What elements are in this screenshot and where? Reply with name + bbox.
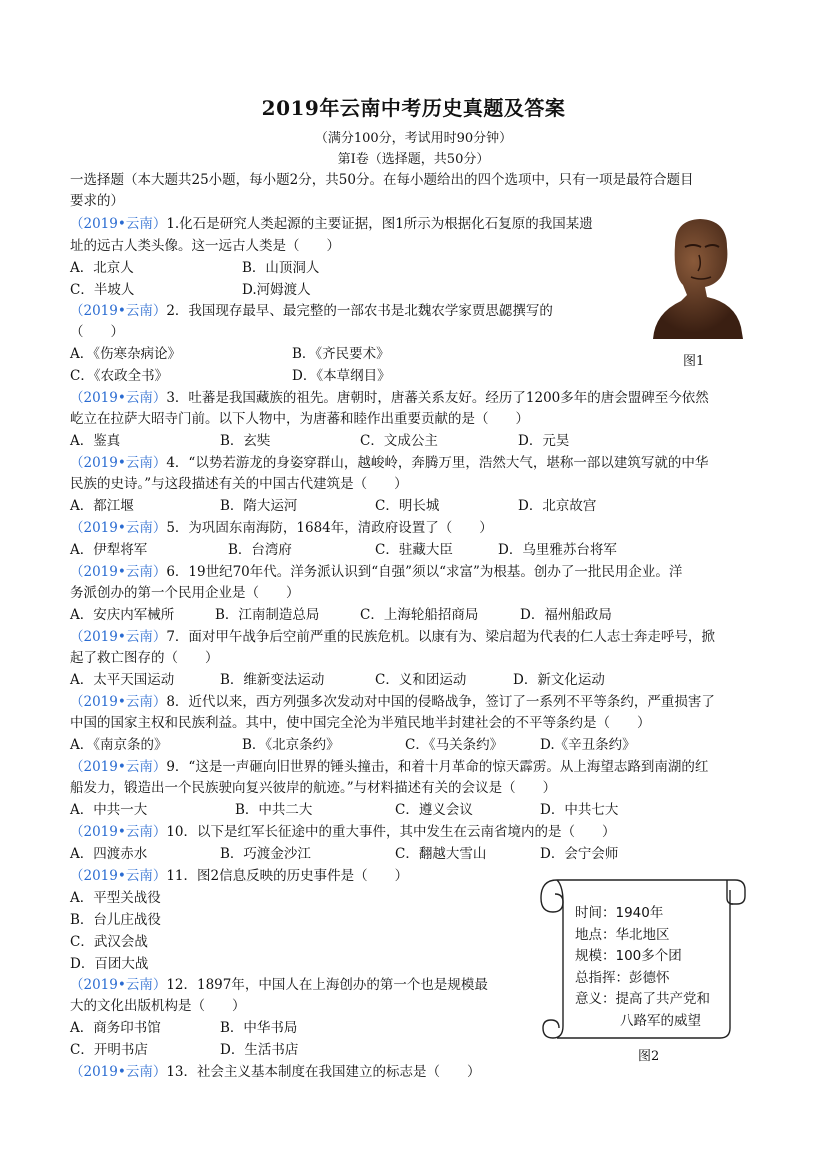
option-d[interactable]: D.《辛丑条约》: [540, 737, 636, 753]
option-b[interactable]: B．山顶洞人: [242, 260, 320, 276]
option-a[interactable]: A．伊犁将军: [70, 542, 148, 558]
question-1-line2: 址的远古人类头像。这一远古人类是（ ）: [70, 238, 340, 254]
option-d[interactable]: D．《本草纲目》: [292, 368, 391, 384]
instructions-line2: 要求的）: [70, 193, 124, 209]
ancient-human-bust-icon: [645, 215, 750, 340]
option-b[interactable]: B．隋大运河: [220, 498, 298, 514]
option-b[interactable]: B．玄奘: [220, 433, 271, 449]
option-b[interactable]: B．维新变法运动: [220, 672, 325, 688]
option-a[interactable]: A．都江堰: [70, 498, 134, 514]
question-3-line1: （2019•云南）3．吐蕃是我国藏族的祖先。唐朝时，唐蕃关系友好。经历了1200多年的唐会盟碑至今依然: [70, 390, 709, 406]
question-4-line1: （2019•云南）4．“以势若游龙的身姿穿群山，越峻岭，奔腾万里，浩然大气，堪称一部以建筑写就的中华: [70, 455, 709, 471]
question-2-line1: （2019•云南）2．我国现存最早、最完整的一部农书是北魏农学家贾思勰撰写的: [70, 303, 553, 319]
question-9-line2: 船发力，锻造出一个民族驶向复兴彼岸的航迹。”与材料描述有关的会议是（ ）: [70, 780, 557, 796]
question-4-line2: 民族的史诗。”与这段描述有关的中国古代建筑是（ ）: [70, 476, 408, 492]
option-c[interactable]: C．遵义会议: [395, 802, 473, 818]
score-info: （满分100分，考试用时90分钟）: [314, 131, 513, 146]
option-a[interactable]: A．中共一大: [70, 802, 148, 818]
instructions-line1: 一选择题（本大题共25小题，每小题2分，共50分。在每小题给出的四个选项中，只有一项是最符合题目: [70, 172, 694, 188]
question-10-line1: （2019•云南）10．以下是红军长征途中的重大事件，其中发生在云南省境内的是（ ）: [70, 824, 616, 840]
option-a[interactable]: A．太平天国运动: [70, 672, 175, 688]
figure2-place: 地点：华北地区: [575, 926, 670, 943]
option-c[interactable]: C．翻越大雪山: [395, 846, 487, 862]
option-d[interactable]: D．会宁会师: [540, 846, 619, 862]
option-d[interactable]: D．乌里雅苏台将军: [498, 542, 617, 558]
option-a[interactable]: A．《南京条的》: [70, 737, 168, 753]
figure2-scale: 规模：100多个团: [575, 948, 682, 964]
option-d[interactable]: D．中共七大: [540, 802, 619, 818]
option-b[interactable]: B．《齐民要术》: [292, 346, 390, 362]
option-c[interactable]: C．文成公主: [360, 433, 438, 449]
option-c[interactable]: C．义和团运动: [375, 672, 467, 688]
option-b[interactable]: B．台儿庄战役: [70, 912, 161, 928]
question-6-line1: （2019•云南）6．19世纪70年代。洋务派认识到“自强”须以“求富”为根基。创办了一批民用企业。洋: [70, 564, 683, 580]
figure2-time: 时间：1940年: [575, 905, 664, 921]
question-3-line2: 屹立在拉萨大昭寺门前。以下人物中，为唐蕃和睦作出重要贡献的是（ ）: [70, 411, 529, 427]
question-6-line2: 务派创办的第一个民用企业是（ ）: [70, 585, 300, 601]
option-d[interactable]: D.河姆渡人: [242, 282, 311, 298]
option-c[interactable]: C．武汉会战: [70, 934, 148, 950]
option-c[interactable]: C．驻藏大臣: [375, 542, 453, 558]
question-8-line2: 中国的国家主权和民族利益。其中，使中国完全沦为半殖民地半封建社会的不平等条约是（ ）: [70, 715, 651, 731]
option-d[interactable]: D．百团大战: [70, 956, 149, 972]
option-b[interactable]: B．巧渡金沙江: [220, 846, 311, 862]
option-d[interactable]: D．生活书店: [220, 1042, 299, 1058]
question-11-line1: （2019•云南）11．图2信息反映的历史事件是（ ）: [70, 868, 409, 884]
option-a[interactable]: A．鉴真: [70, 433, 121, 449]
question-7-line1: （2019•云南）7．面对甲午战争后空前严重的民族危机。以康有为、梁启超为代表的仁人志士奔走呼号，掀: [70, 629, 715, 645]
question-9-line1: （2019•云南）9．“这是一声砸向旧世界的锤头撞击，和着十月革命的惊天霹雳。从上海望志路到南湖的红: [70, 759, 709, 775]
option-b[interactable]: B．江南制造总局: [215, 607, 320, 623]
option-a[interactable]: A．商务印书馆: [70, 1020, 161, 1036]
page-title: 2019年云南中考历史真题及答案: [261, 96, 566, 120]
option-c[interactable]: C．《马关条约》: [405, 737, 504, 753]
question-12-line2: 大的文化出版机构是（ ）: [70, 998, 246, 1014]
figure2-content: [575, 903, 710, 1032]
option-b[interactable]: B．《北京条约》: [242, 737, 340, 753]
option-a[interactable]: A．四渡赤水: [70, 846, 148, 862]
option-a[interactable]: A．安庆内军械所: [70, 607, 175, 623]
figure2-caption: 图2: [638, 1049, 660, 1064]
source-tag: （2019•云南）: [70, 216, 167, 232]
option-b[interactable]: B．中共二大: [235, 802, 313, 818]
option-d[interactable]: D．元昊: [518, 433, 570, 449]
volume-heading: 第Ⅰ卷（选择题，共50分）: [337, 152, 490, 167]
option-b[interactable]: B．中华书局: [220, 1020, 298, 1036]
option-d[interactable]: D．福州船政局: [520, 607, 612, 623]
option-d[interactable]: D．北京故宫: [518, 498, 597, 514]
question-8-line1: （2019•云南）8．近代以来，西方列强多次发动对中国的侵略战争，签订了一系列不平等条约，严重损害了: [70, 694, 715, 710]
option-c[interactable]: C．《农政全书》: [70, 368, 169, 384]
option-c[interactable]: C．半坡人: [70, 282, 135, 298]
question-2-line2: （ ）: [70, 324, 124, 340]
question-13-line1: （2019•云南）13．社会主义基本制度在我国建立的标志是（ ）: [70, 1064, 481, 1080]
question-5-line1: （2019•云南）5．为巩固东南海防，1684年，清政府设置了（ ）: [70, 520, 493, 536]
question-1-line1: （2019•云南）1.化石是研究人类起源的主要证据，图1所示为根据化石复原的我国某遗: [70, 216, 593, 232]
option-c[interactable]: C．上海轮船招商局: [360, 607, 479, 623]
option-a[interactable]: A．《伤寒杂病论》: [70, 346, 181, 362]
question-12-line1: （2019•云南）12．1897年，中国人在上海创办的第一个也是规模最: [70, 977, 488, 993]
figure1-caption: 图1: [683, 354, 705, 369]
figure2-commander: 总指挥：彭德怀: [575, 969, 670, 986]
option-a[interactable]: A．北京人: [70, 260, 134, 276]
option-a[interactable]: A．平型关战役: [70, 890, 161, 906]
option-b[interactable]: B．台湾府: [228, 542, 292, 558]
option-d[interactable]: D．新文化运动: [513, 672, 605, 688]
option-c[interactable]: C．开明书店: [70, 1042, 148, 1058]
option-c[interactable]: C．明长城: [375, 498, 440, 514]
figure2-significance: 意义：提高了共产党和: [575, 991, 710, 1007]
question-7-line2: 起了救亡图存的（ ）: [70, 650, 219, 666]
figure2-significance-cont: 八路军的威望: [620, 1012, 701, 1029]
